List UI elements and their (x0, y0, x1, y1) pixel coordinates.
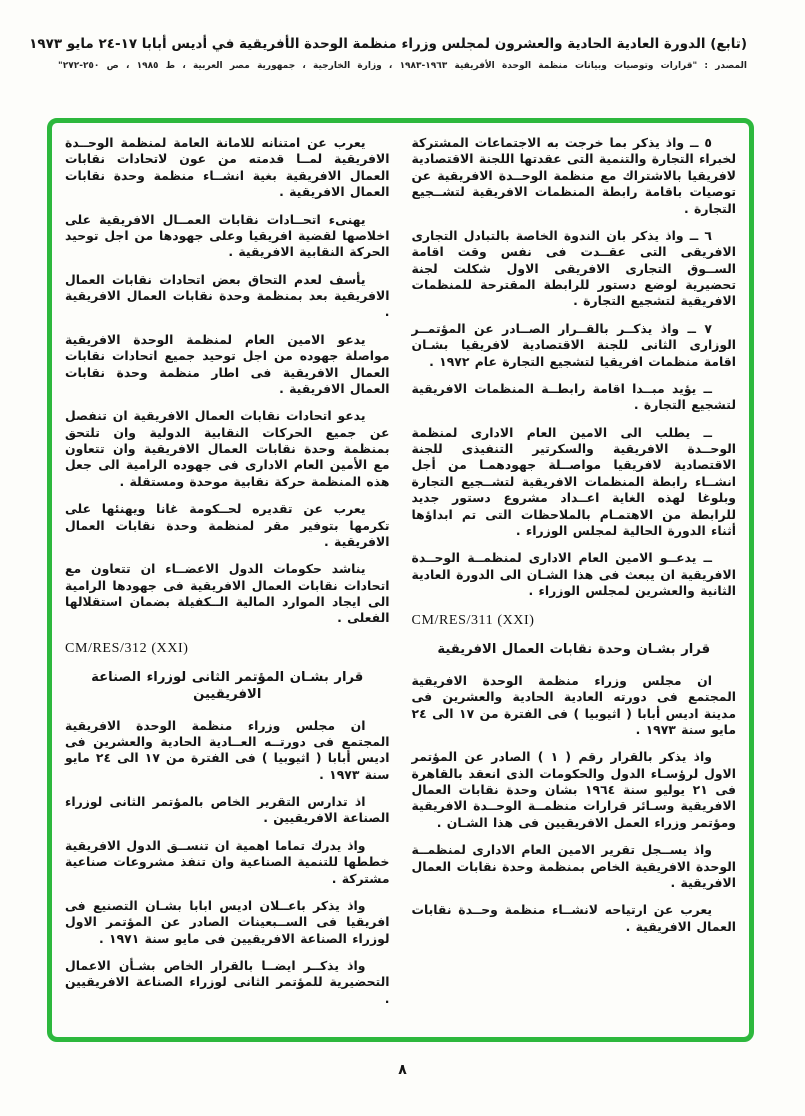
paragraph-appeal: يناشد حكومات الدول الاعضــاء ان تتعاون مع اتحادات نقابات العمال الافريقية فى جهودها الرامية الى ايجاد الموارد المالية الــكفيلة بضمان استقلالها الفعلى . (65, 561, 390, 626)
column-right (412, 135, 737, 1029)
res311-paragraph-1: ان مجلس وزراء منظمة الوحدة الافريقية المجتمع فى دورته العادية الحادية والعشرين فى مدينة اديس أبابا ( اثيوبيا ) فى الفترة من ١٧ الى ٢٤ مايو سنة ١٩٧٣ . (411, 672, 736, 737)
res311-paragraph-4: يعرب عن ارتياحه لانشــاء منظمة وحــدة نقابات العمال الافريقية . (411, 902, 736, 934)
session-title: (تابع) الدورة العادية الحادية والعشرون لمجلس وزراء منظمة الوحدة الأفريقية في أديس أبابا ١٧-٢٤ مايو ١٩٧٣ (29, 36, 747, 52)
res312-paragraph-5: واذ يذكــر ايضــا بالقرار الخاص بشـأن الاعمال التحضيرية للمؤتمر الثانى لوزراء الصناعة الافريقيين . (65, 958, 390, 1006)
resolution-title-312: قرار بشـان المؤتمر الثانى لوزراء الصناعة الافريقيين (91, 669, 364, 703)
res312-paragraph-1: ان مجلس وزراء منظمة الوحدة الافريقية المجتمع فى دورتــه العــادية الحادية والعشرين فى اديس أبابا ( اثيوبيا ) فى الفترة من ١٧ الى ٢٤ مايو سنة ١٩٧٣ . (65, 717, 390, 782)
paragraph-request: ــ يطلب الى الامين العام الادارى لمنظمة الوحــدة الافريقية والسكرتير التنفيذى للجنة الاقتصادية لافريقيا مواصــلة جهودهمـا من أجل انشــاء رابطة المنظمات الافريقية لتشــجيع التجارة وبلوغا لهذه الغاية اعــداد مشروع دستور جديد للرابطة من الاهتمـام بالملاحظات التى تم ابداؤها أثناء الدورة الحالية لمجلس الوزراء . (411, 424, 736, 538)
paragraph-regret: يأسف لعدم التحاق بعض اتحادات نقابات العمال الافريقية بعد بمنظمة وحدة نقابات العمال الافريقية . (65, 271, 390, 320)
paragraph-gratitude: يعرب عن امتنانه للامانة العامة لمنظمة الوحــدة الافريقية لمــا قدمته من عون لاتحادات نقابات العمال الافريقية بغية انشــاء منظمة وحدة نقابات العمال الافريقية . (65, 135, 390, 200)
paragraph-invite-sg: يدعو الامين العام لمنظمة الوحدة الافريقية مواصلة جهوده من اجل توحيد جميع اتحادات نقابات العمال الافريقية فى اطار منظمة وحدة نقابات العمال الافريقية . (65, 331, 390, 396)
paragraph-ghana: يعرب عن تقديره لحــكومة غانا ويهنئها على تكرمها بتوفير مقر لمنظمة وحدة نقابات العمال الافريقية . (65, 501, 390, 549)
paragraph-clause-5: ٥ ــ واذ يذكر بما خرجت به الاجتماعات المشتركة لخبراء التجارة والتنمية التى عقدتها اللجنة الاقتصادية لافريقيا بالاشتراك مع منظمة الوحــدة الافريقية عن توصيات باقامة رابطة المنظمات الافريقية لتشــجيع التجارة . (411, 135, 736, 216)
paragraph-invite: ــ يدعــو الامين العام الادارى لمنظمــة الوحــدة الافريقية ان يبعث فى هذا الشـان الى الدورة العادية الثانية والعشرين لمجلس الوزراء . (411, 550, 736, 598)
paragraph-clause-7: ٧ ــ واذ يذكــر بالقــرار الصــادر عن المؤتمــر الوزارى الثانى للجنة الاقتصادية لافريقيا بشـان اقامة منظمات افريقيا لتشجيع التجارة عام ١٩٧٢ . (411, 320, 736, 369)
res312-paragraph-2: اذ تدارس التقرير الخاص بالمؤتمر الثانى لوزراء الصناعة الافريقيين . (65, 794, 390, 826)
source-citation: المصدر : "قرارات وتوصيات وبيانات منظمة الوحدة الأفريقية ١٩٦٣-١٩٨٣ ، وزارة الخارجية ، جمهورية مصر العربية ، ط ١٩٨٥ ، ص ٢٥٠-٢٧٢" (58, 61, 747, 71)
res311-paragraph-3: واذ يســجل تقرير الامين العام الادارى لمنظمــة الوحدة الافريقية الخاص بمنظمة وحدة نقابات العمال الافريقية . (411, 842, 736, 890)
paragraph-clause-6: ٦ ــ واذ يذكر بان الندوة الخاصة بالتبادل التجارى الافريقى التى عقــدت فى نفس وقت اقامة الســوق التجارى الافريقى الاول شكلت لجنة تحضيرية لوضع دستور للرابطة المقترحة للمنظمات الافريقية لتشجيع التجارة . (411, 227, 736, 309)
column-left (65, 135, 390, 1029)
two-column-body (52, 123, 749, 1037)
paragraph-congratulate: يهنىء اتحــادات نقابات العمــال الافريقية على اخلاصها لقضية افريقيا وعلى جهودها من اجل توحيد الحركة النقابية الافريقية . (65, 211, 390, 260)
green-highlight-frame (47, 118, 754, 1042)
paragraph-invite-unions: يدعو اتحادات نقابات العمال الافريقية ان تنفصل عن جميع الحركات النقابية الدولية وان تلتحق بمنظمة وحدة نقابات العمال الافريقية وان تتعاون مع الأمين العام الادارى فى جهوده الرامية الى جعل هذه المنظمة حركة نقابية موحدة ومستقلة . (65, 408, 390, 489)
res312-paragraph-4: واذ يذكر باعــلان اديس ابابا بشـان التصنيع فى افريقيا فى الســبعينات الصادر عن المؤتمر الاول لوزراء الصناعة الافريقيين فى مايو سنة ١٩٧١ . (65, 897, 390, 946)
resolution-title-311: قرار بشـان وحدة نقابات العمال الافريقية (437, 642, 711, 658)
resolution-code-312: CM/RES/312 (XXI) (65, 640, 189, 656)
res312-paragraph-3: واذ يدرك تماما اهمية ان تنســق الدول الافريقية خططها للتنمية الصناعية وان تنفذ مشروعات صناعية مشتركة . (65, 837, 390, 886)
resolution-code-311: CM/RES/311 (XXI) (411, 613, 535, 629)
page-header (29, 36, 747, 71)
res311-paragraph-2: واذ يذكر بالقرار رقم ( ١ ) الصادر عن المؤتمر الاول لرؤسـاء الدول والحكومات الذى انعقد بالقاهرة فى ٢١ يوليو سنة ١٩٦٤ بشان وحدة نقابات العمال الافريقية وسـائر قرارات منظمــة الوحــدة الافريقية ومؤتمر وزراء العمل الافريقيين فى هذا الشـان . (411, 749, 737, 830)
page-number: ٨ (398, 1062, 407, 1078)
paragraph-endorse: ــ يؤيد مبــدا اقامة رابطــة المنظمات الافريقية لتشجيع التجارة . (411, 380, 736, 413)
